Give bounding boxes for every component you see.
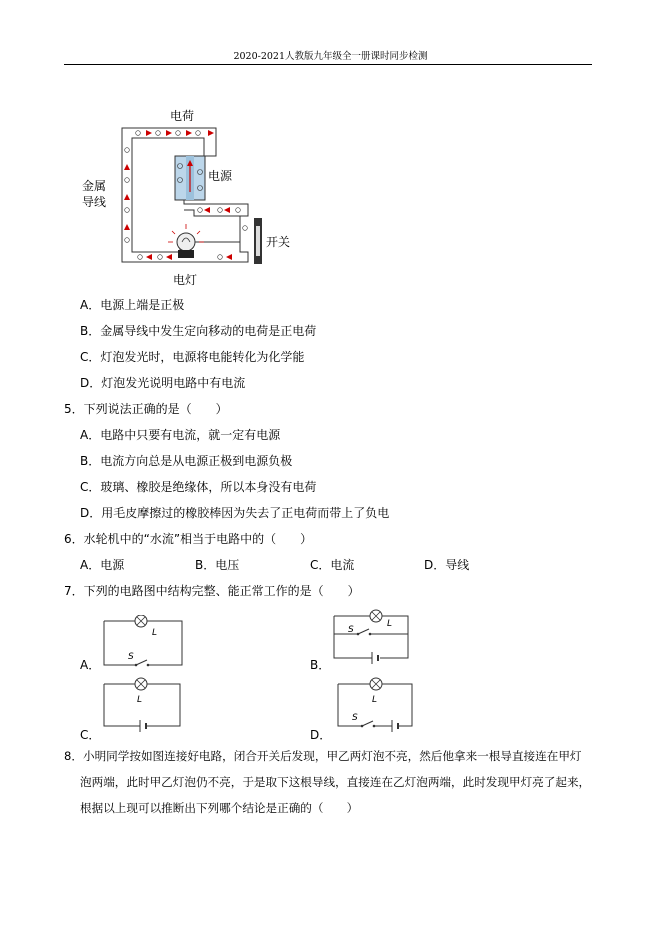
q7-circuit-c: [100, 676, 186, 732]
label-switch: 开关: [266, 235, 291, 249]
switch-symbol: S: [348, 625, 354, 635]
q6-option-a: A．电源: [80, 558, 125, 572]
q7-option-b: B．: [310, 658, 331, 672]
switch-icon: [362, 721, 373, 726]
q7-circuit-a: [100, 615, 190, 671]
q5-option-c: C．玻璃、橡胶是绝缘体，所以本身没有电荷: [80, 480, 317, 494]
switch-symbol: S: [352, 713, 358, 723]
label-metal-line1: 金属: [82, 179, 107, 193]
circuit-figure-electron-flow: [70, 100, 300, 290]
lamp-symbol: L: [137, 695, 143, 705]
switch-icon: [254, 218, 262, 264]
q6-option-b: B．电压: [195, 558, 240, 572]
switch-icon: [136, 660, 147, 665]
header-rule: [64, 64, 592, 65]
lamp-icon: [168, 224, 204, 258]
q4-option-b: B．金属导线中发生定向移动的电荷是正电荷: [80, 324, 317, 338]
label-metal-line2: 导线: [82, 195, 107, 209]
q6-option-d: D．导线: [424, 558, 470, 572]
q4-option-c: C．灯泡发光时，电源将电能转化为化学能: [80, 350, 305, 364]
label-charge: 电荷: [170, 109, 195, 123]
q8-line-2: 泡两端，此时甲乙灯泡仍不亮，于是取下这根导线，直接连在乙灯泡两端，此时发现甲灯亮了起来，: [80, 775, 591, 789]
q7-option-d: D．: [310, 728, 332, 742]
q7-stem: 7．下列的电路图中结构完整、能正常工作的是（ ）: [64, 584, 360, 598]
q7-option-a: A．: [80, 658, 101, 672]
q6-option-c: C．电流: [310, 558, 355, 572]
lamp-symbol: L: [372, 695, 378, 705]
q8-line-3: 根据以上现可以推断出下列哪个结论是正确的（ ）: [80, 801, 359, 815]
battery-icon: [175, 156, 205, 200]
q7-circuit-d: [334, 674, 418, 734]
q6-stem: 6．水轮机中的“水流”相当于电路中的（ ）: [64, 532, 313, 546]
q5-option-a: A．电路中只要有电流，就一定有电源: [80, 428, 281, 442]
q5-option-b: B．电流方向总是从电源正极到电源负极: [80, 454, 293, 468]
q7-option-c: C．: [80, 728, 101, 742]
q5-option-d: D．用毛皮摩擦过的橡胶棒因为失去了正电荷而带上了负电: [80, 506, 390, 520]
switch-symbol: S: [128, 652, 134, 662]
q4-option-a: A．电源上端是正极: [80, 298, 185, 312]
label-lamp: 电灯: [173, 273, 198, 287]
lamp-symbol: L: [152, 628, 158, 638]
page-header: 2020-2021人教版九年级全一册课时同步检测: [233, 51, 428, 62]
q5-stem: 5．下列说法正确的是（ ）: [64, 402, 228, 416]
lamp-symbol: L: [387, 619, 393, 629]
q8-line-1: 8．小明同学按如图连接好电路，闭合开关后发现，甲乙两灯泡不亮，然后他拿来一根导直接连在甲灯: [64, 749, 582, 763]
q7-circuit-b: [330, 602, 416, 666]
q4-option-d: D．灯泡发光说明电路中有电流: [80, 376, 246, 390]
label-source: 电源: [208, 169, 233, 183]
switch-icon: [358, 629, 369, 634]
